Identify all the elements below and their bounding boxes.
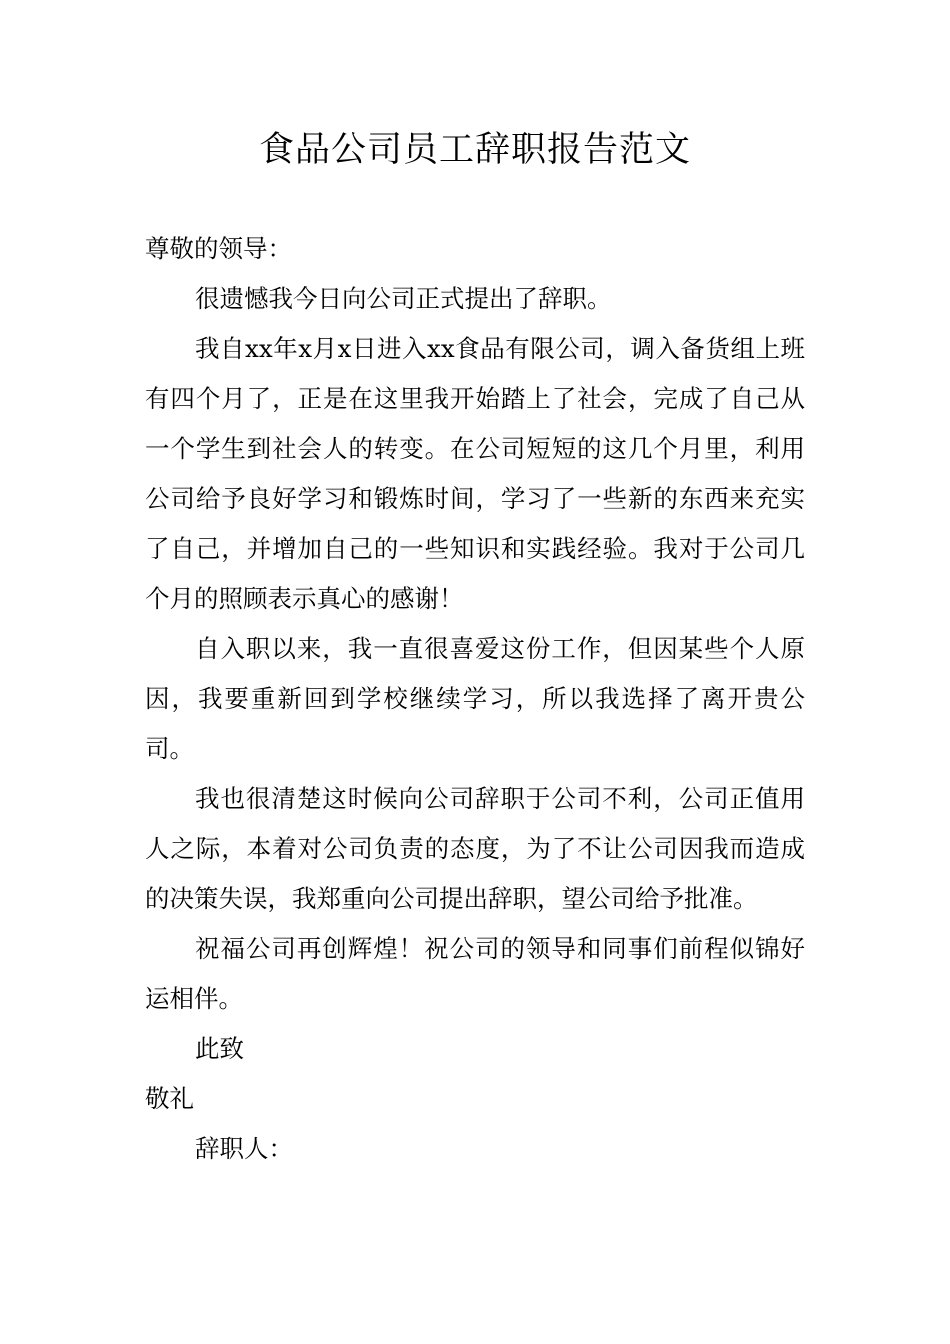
paragraph-opening: 很遗憾我今日向公司正式提出了辞职。: [195, 284, 612, 313]
paragraph-background: 我自xx年x月x日进入xx食品有限公司，调入备货组上班有四个月了，正是在这里我开始踏上了社会，完成了自己从一个学生到社会人的转变。在公司短短的这几个月里，利用公司给予良好学习和锻炼时间，学习了一些新的东西来充实了自己，并增加自己的一些知识和实践经验。我对于公司几个月的照顾表示真心的感谢！: [145, 334, 805, 613]
closing-line-jingli: 敬礼: [145, 1084, 194, 1113]
signature-label: 辞职人：: [195, 1134, 293, 1163]
paragraph-responsibility: 我也很清楚这时候向公司辞职于公司不利，公司正值用人之际，本着对公司负责的态度，为了不让公司因我而造成的决策失误，我郑重向公司提出辞职，望公司给予批准。: [145, 784, 805, 913]
paragraph-wishes: 祝福公司再创辉煌！祝公司的领导和同事们前程似锦好运相伴。: [145, 934, 805, 1013]
document-title: 食品公司员工辞职报告范文: [258, 130, 691, 170]
paragraph-reason: 自入职以来，我一直很喜爱这份工作，但因某些个人原因，我要重新回到学校继续学习，所以我选择了离开贵公司。: [145, 634, 805, 763]
document-body: [145, 224, 805, 1174]
closing-line-cizhi: 此致: [195, 1034, 244, 1063]
salutation: 尊敬的领导：: [145, 234, 292, 263]
